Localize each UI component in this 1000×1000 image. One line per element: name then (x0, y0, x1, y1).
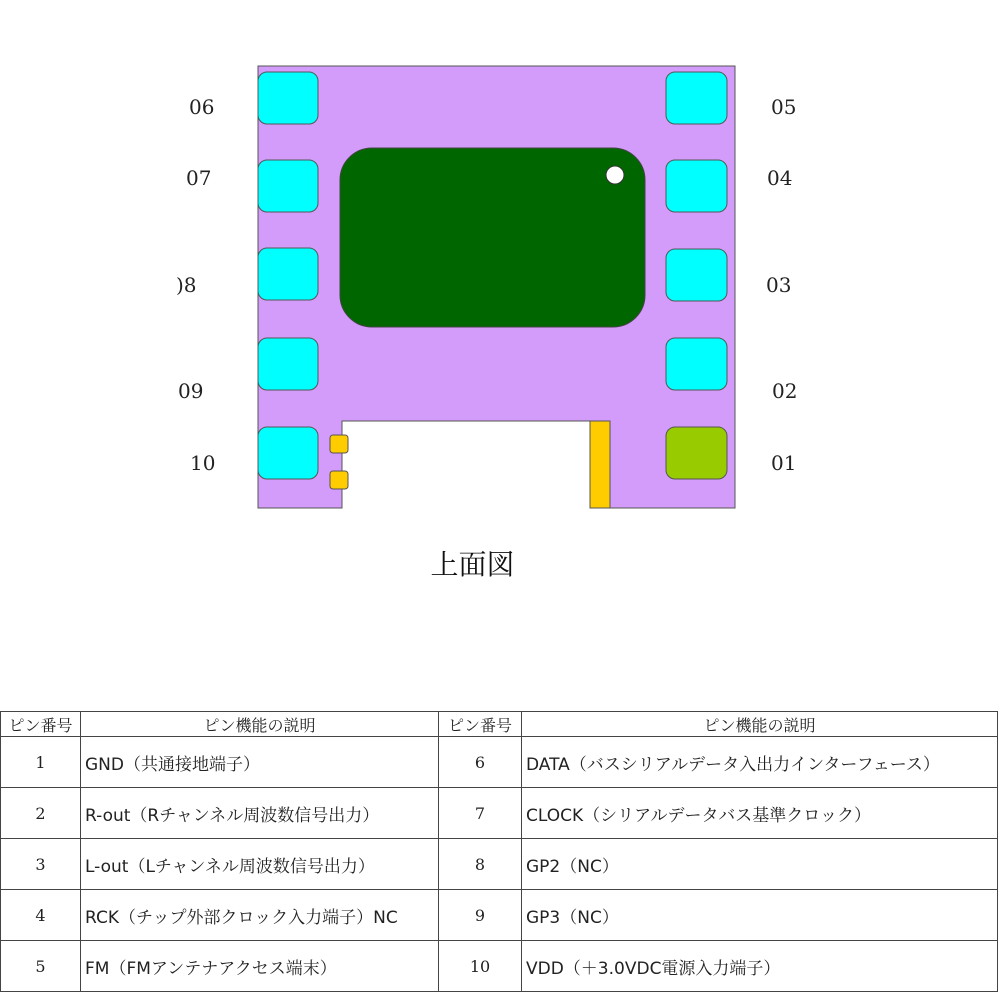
pin-number-cell: 4 (1, 890, 81, 941)
table-row (1, 890, 998, 941)
header-pin-number: ピン番号 (439, 712, 522, 737)
pin-function-cell: GP2（NC） (522, 839, 998, 890)
pin-label-05: 05 (771, 95, 797, 119)
pin-label-07: 07 (186, 166, 212, 190)
pin-label-08: )8 (176, 273, 197, 297)
pin-function-cell: L-out（Lチャンネル周波数信号出力） (81, 839, 439, 890)
pin-function-table (0, 711, 998, 992)
pin-function-cell: GP3（NC） (522, 890, 998, 941)
smd-component (330, 435, 348, 453)
pin-function-cell: CLOCK（シリアルデータバス基準クロック） (522, 788, 998, 839)
pad-01 (666, 427, 727, 479)
pin-label-06: 06 (189, 95, 215, 119)
pad-05 (666, 72, 727, 124)
table-row (1, 737, 998, 788)
pin-number-cell: 6 (439, 737, 522, 788)
pad-08 (258, 248, 318, 300)
pin-function-cell: DATA（バスシリアルデータ入出力インターフェース） (522, 737, 998, 788)
pin-label-10: 10 (190, 451, 216, 475)
table-header-row (1, 712, 998, 737)
pad-09 (258, 338, 318, 390)
pad-06 (258, 72, 318, 124)
pin-number-cell: 8 (439, 839, 522, 890)
header-pin-function: ピン機能の説明 (522, 712, 998, 737)
pad-04 (666, 160, 727, 212)
pin-label-01: 01 (771, 451, 797, 475)
pin-number-cell: 9 (439, 890, 522, 941)
pad-07 (258, 160, 318, 212)
pad-10 (258, 427, 318, 479)
pin1-marker-dot (606, 166, 624, 184)
pin-function-cell: FM（FMアンテナアクセス端末） (81, 941, 439, 992)
table-row (1, 788, 998, 839)
pad-03 (666, 249, 727, 301)
diagram-caption: 上面図 (430, 548, 515, 581)
table-row (1, 839, 998, 890)
pin-number-cell: 7 (439, 788, 522, 839)
pin-function-cell: VDD（＋3.0VDC電源入力端子） (522, 941, 998, 992)
chip (340, 148, 645, 327)
pin-label-09: 09 (178, 379, 204, 403)
pin-number-cell: 10 (439, 941, 522, 992)
pin-function-cell: GND（共通接地端子） (81, 737, 439, 788)
pin-function-cell: RCK（チップ外部クロック入力端子）NC (81, 890, 439, 941)
smd-component (330, 471, 348, 489)
pad-02 (666, 338, 727, 390)
pin-label-03: 03 (766, 273, 792, 297)
pin-label-04: 04 (767, 166, 793, 190)
pin-number-cell: 5 (1, 941, 81, 992)
pin-function-cell: R-out（Rチャンネル周波数信号出力） (81, 788, 439, 839)
smd-component-tall (590, 421, 610, 508)
pin-number-cell: 3 (1, 839, 81, 890)
header-pin-number: ピン番号 (1, 712, 81, 737)
table-row (1, 941, 998, 992)
pin-number-cell: 2 (1, 788, 81, 839)
header-pin-function: ピン機能の説明 (81, 712, 439, 737)
pin-label-02: 02 (772, 379, 798, 403)
pin-number-cell: 1 (1, 737, 81, 788)
